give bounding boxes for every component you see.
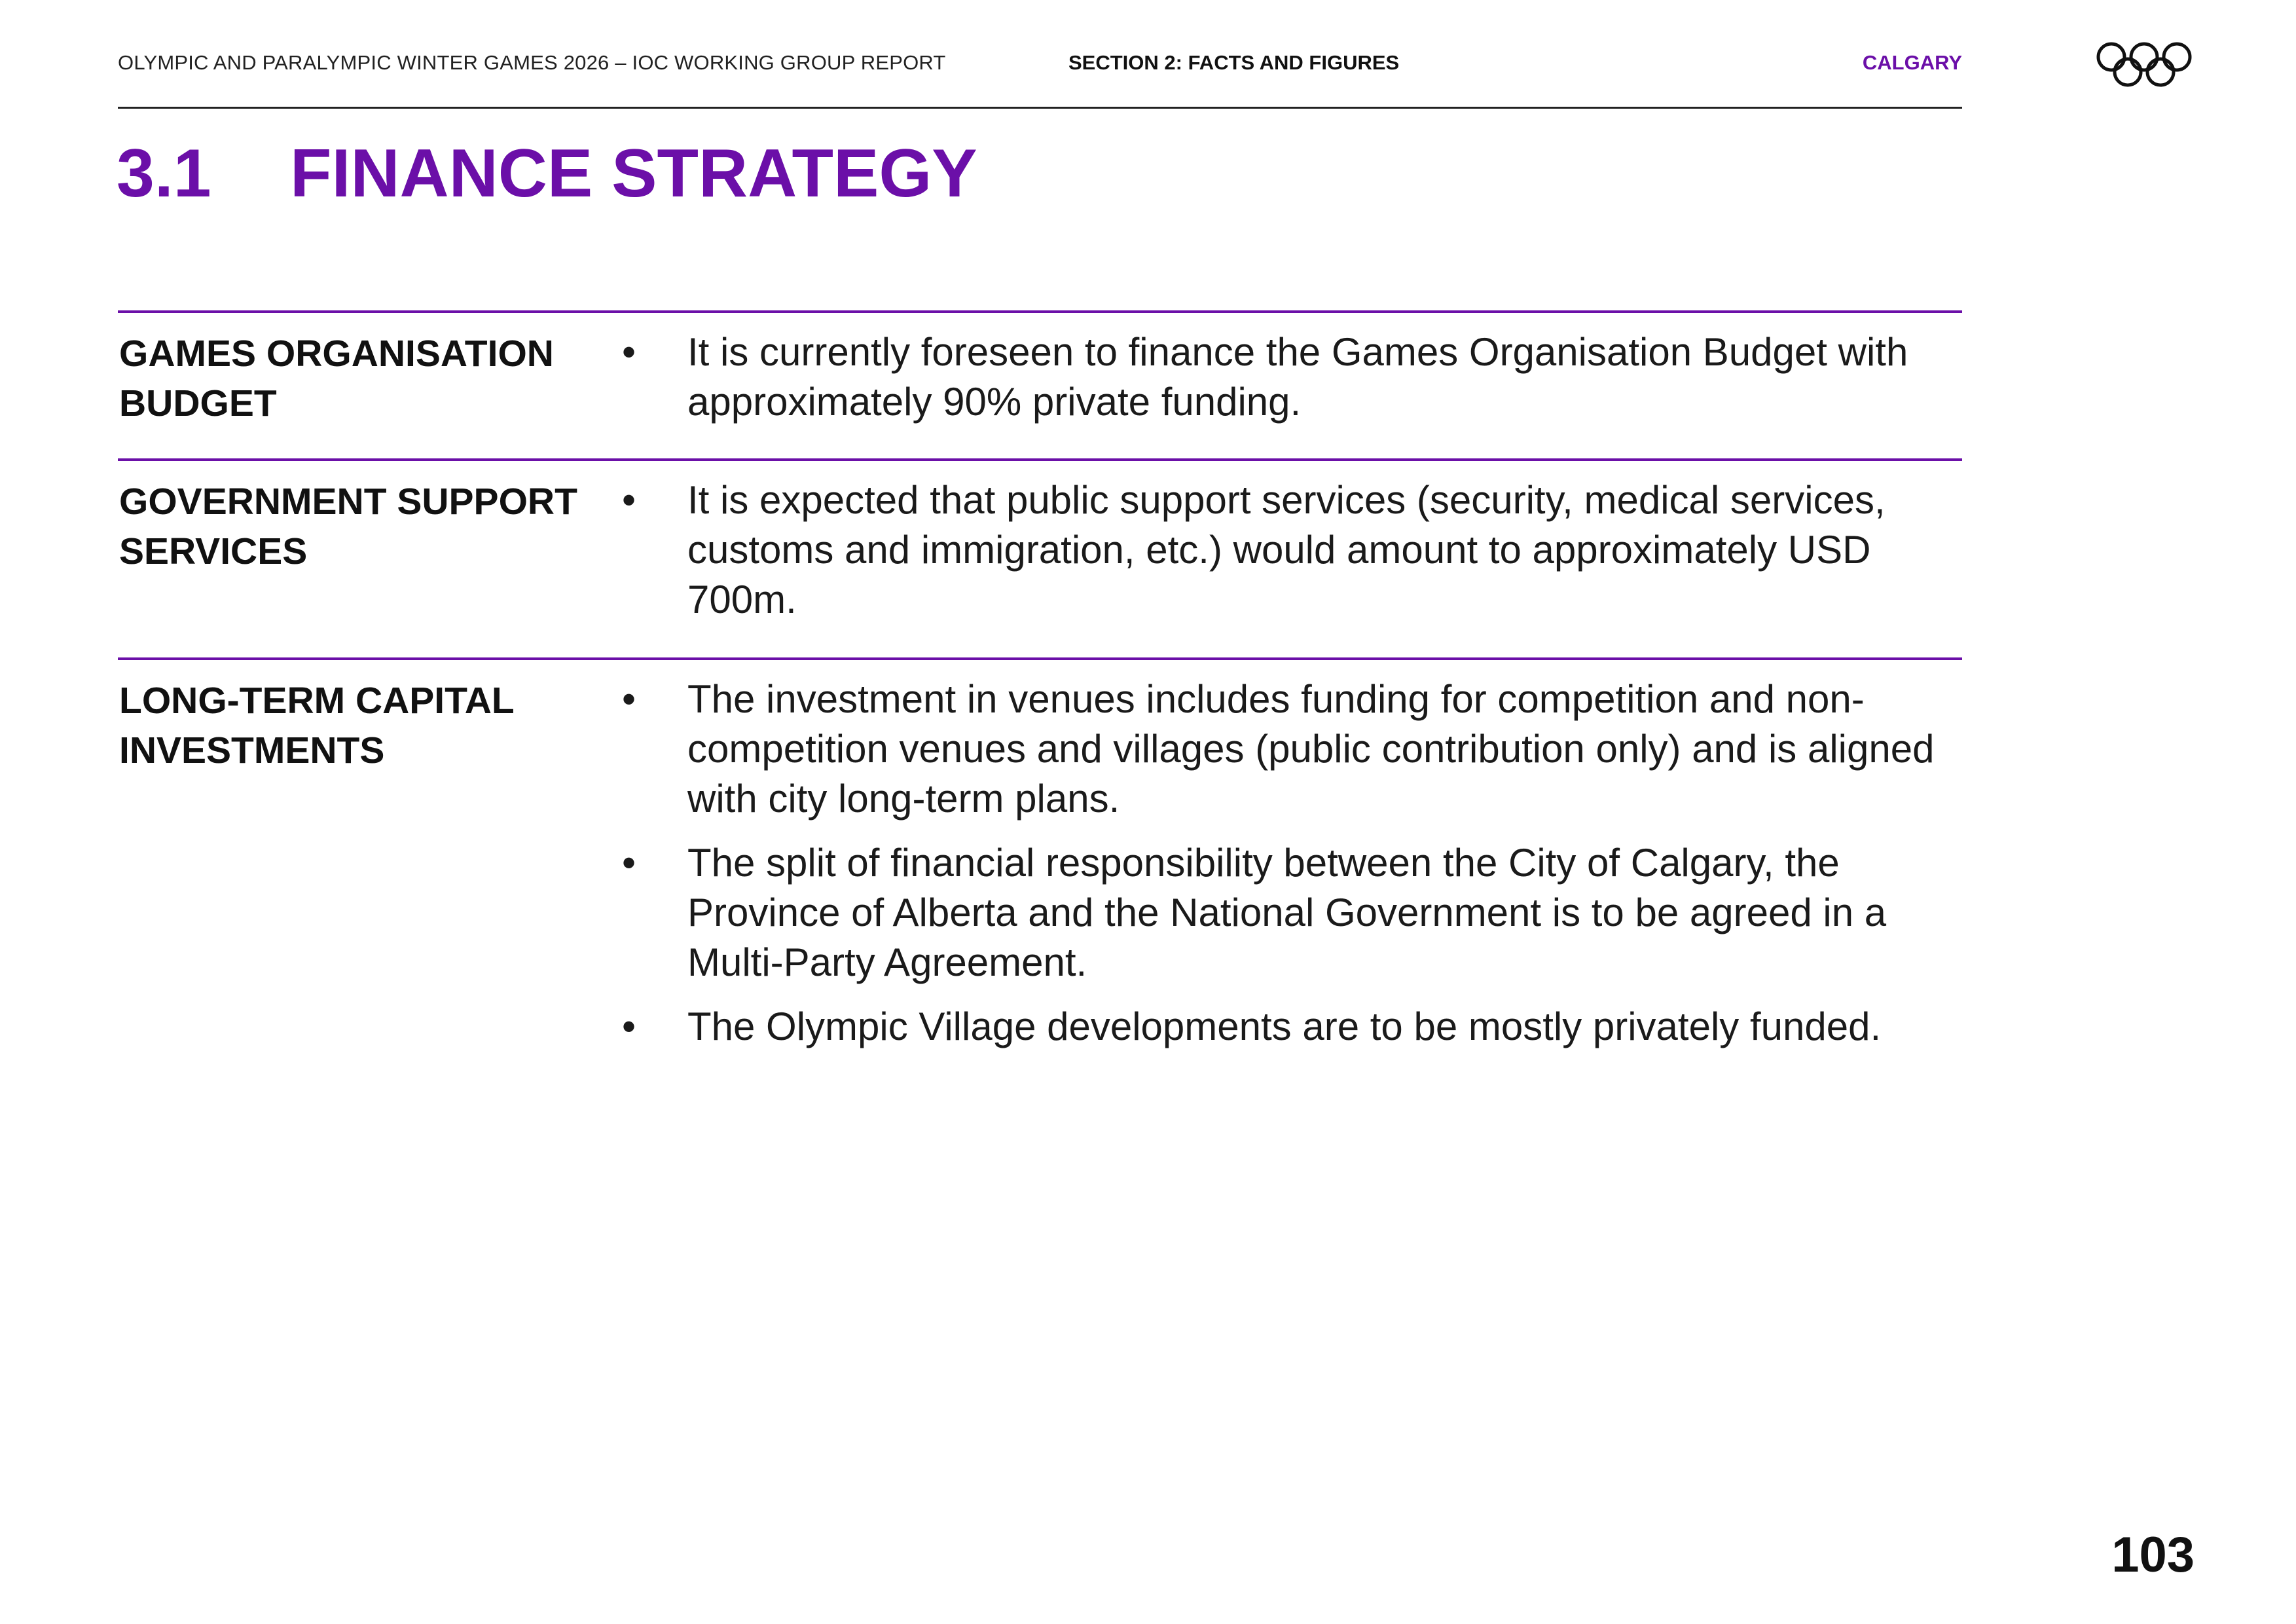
bullet-icon: •	[622, 841, 636, 885]
bullet-text: The investment in venues includes funding for competition and non-competition venues and villages (public contribution only) and is aligned with city long-term plans.	[687, 677, 1935, 821]
section-label: SECTION 2: FACTS AND FIGURES	[1068, 51, 1400, 74]
section-number: 3.1	[117, 136, 211, 212]
olympic-rings-icon	[2095, 41, 2193, 90]
bullet-list	[622, 475, 1964, 639]
page-title	[117, 131, 977, 216]
header-divider	[118, 107, 1962, 109]
bullet-item	[622, 475, 1964, 625]
bullet-item	[622, 674, 1964, 824]
bullet-text: The split of financial responsibility between the City of Calgary, the Province of Alberta and the National Government is to be agreed in a Multi-Party Agreement.	[687, 841, 1887, 984]
bullet-icon: •	[622, 478, 636, 522]
report-title: OLYMPIC AND PARALYMPIC WINTER GAMES 2026 – IOC WORKING GROUP REPORT	[118, 51, 946, 74]
bullet-list	[622, 327, 1964, 441]
bullet-list	[622, 674, 1964, 1066]
bullet-text: It is expected that public support services (security, medical services, customs and immigration, etc.) would amount to approximately USD 700m.	[687, 478, 1886, 621]
bullet-icon: •	[622, 1005, 636, 1048]
bullet-item	[622, 1002, 1964, 1052]
row-label: GAMES ORGANISATION BUDGET	[119, 333, 554, 424]
page-number: 103	[2111, 1527, 2195, 1583]
page-header	[118, 45, 1962, 84]
bullet-item	[622, 327, 1964, 427]
bullet-icon: •	[622, 677, 636, 721]
bullet-icon: •	[622, 330, 636, 374]
row-divider	[118, 310, 1962, 313]
row-divider	[118, 657, 1962, 660]
row-label: GOVERNMENT SUPPORT SERVICES	[119, 481, 577, 572]
row-divider	[118, 458, 1962, 461]
bullet-item	[622, 838, 1964, 987]
bullet-text: It is currently foreseen to finance the Games Organisation Budget with approximately 90% private funding.	[687, 330, 1908, 424]
row-label: LONG-TERM CAPITAL INVESTMENTS	[119, 680, 514, 771]
bullet-text: The Olympic Village developments are to be mostly privately funded.	[687, 1005, 1882, 1048]
section-title: FINANCE STRATEGY	[290, 136, 977, 212]
city-label: CALGARY	[1862, 51, 1962, 74]
